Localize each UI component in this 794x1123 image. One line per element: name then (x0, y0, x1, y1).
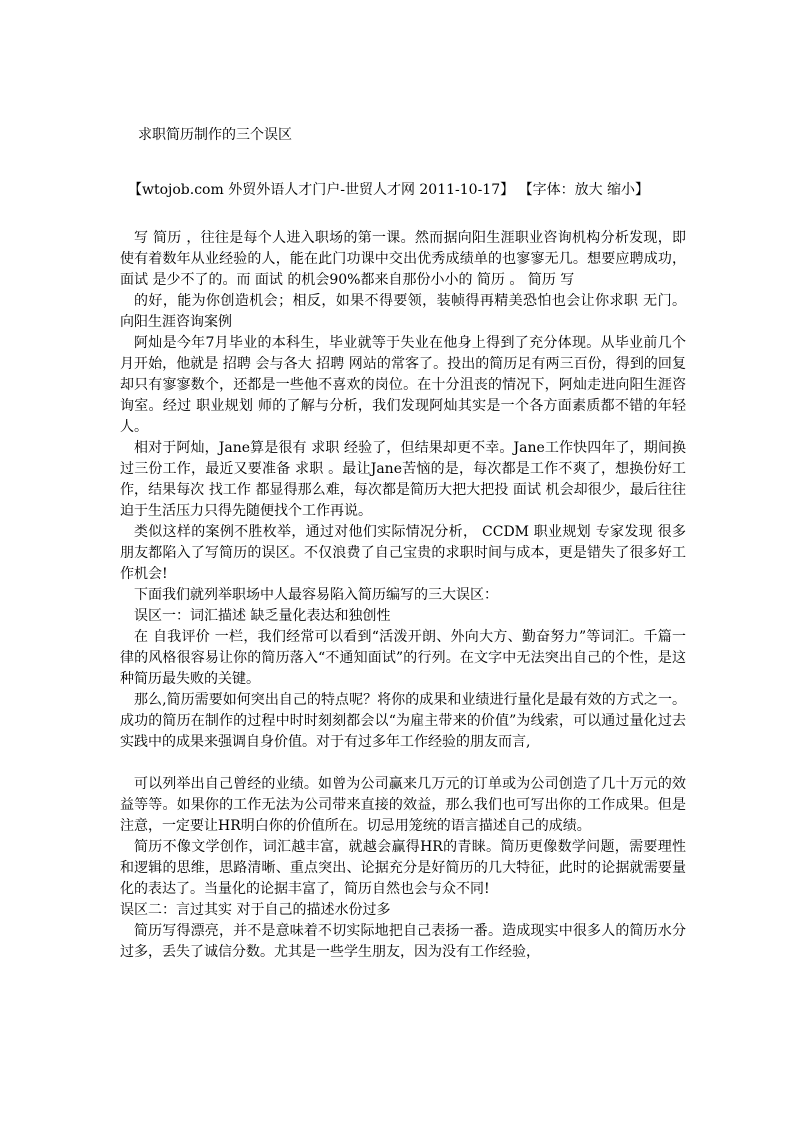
paragraph: 相对于阿灿，Jane算是很有 求职 经验了，但结果却更不幸。Jane工作快四年了，期间换过三份工作，最近又要准备 求职 。最让Jane苦恼的是，每次都是工作不爽了，想换份好工作，结果每次 找工作 都显得那么难，每次都是简历大把大把投 面试 机会却很少，最后往往迫于生活压力只得先随便找个工作再说。 (120, 440, 686, 519)
paragraph: 下面我们就列举职场中人最容易陷入简历编写的三大误区： (134, 587, 498, 603)
paragraph: 类似这样的案例不胜枚举，通过对他们实际情况分析， CCDM 职业规划 专家发现 很多朋友都陷入了写简历的误区。不仅浪费了自己宝贵的求职时间与成本，更是错失了很多好工作机会! (120, 524, 686, 582)
paragraph: 那么,简历需要如何突出自己的特点呢？将你的成果和业绩进行量化是最有效的方式之一。成功的简历在制作的过程中时时刻刻都会以“为雇主带来的价值”为线索，可以通过量化过去实践中的成果来强调自身价值。对于有过多年工作经验的朋友而言, (120, 692, 686, 750)
paragraph: 的好，能为你创造机会；相反，如果不得要领，装帧得再精美恐怕也会让你求职 无门。 向阳生涯咨询案例 (120, 293, 686, 330)
section-heading: 误区一：词汇描述 缺乏量化表达和独创性 (134, 608, 391, 624)
article-title: 求职简历制作的三个误区 (138, 127, 292, 143)
section-heading: 误区二：言过其实 对于自己的描述水份过多 (120, 902, 391, 918)
paragraph: 可以列举出自己曾经的业绩。如曾为公司赢来几万元的订单或为公司创造了几十万元的效益等等。如果你的工作无法为公司带来直接的效益，那么我们也可写出你的工作成果。但是注意，一定要让HR明白你的价值所在。切忌用笼统的语言描述自己的成绩。 (120, 776, 686, 834)
paragraph: 阿灿是今年7月毕业的本科生，毕业就等于失业在他身上得到了充分体现。从毕业前几个月开始，他就是 招聘 会与各大 招聘 网站的常客了。投出的简历足有两三百份，得到的回复却只有寥寥数个，还都是一些他不喜欢的岗位。在十分沮丧的情况下，阿灿走进向阳生涯咨询室。经过 职业规划 师的了解与分析，我们发现阿灿其实是一个各方面素质都不错的年轻人。 (120, 335, 686, 435)
paragraph: 写 简历 ，往往是每个人进入职场的第一课。然而据向阳生涯职业咨询机构分析发现，即使有着数年从业经验的人，能在此门功课中交出优秀成绩单的也寥寥无几。想要应聘成功， 面试 是少不了的。而 面试 的机会90%都来自那份小小的 简历 。 简历 写 (120, 230, 686, 288)
paragraph: 在 自我评价 一栏，我们经常可以看到“活泼开朗、外向大方、勤奋努力”等词汇。千篇一律的风格很容易让你的简历落入“不通知面试”的行列。在文字中无法突出自己的个性，是这种简历最失败的关键。 (120, 629, 686, 687)
paragraph-gap (120, 753, 686, 774)
article-meta: 【wtojob.com 外贸外语人才门户-世贸人才网 2011-10-17】 【字体：放大 缩小】 (128, 182, 650, 198)
article-body (120, 228, 686, 963)
paragraph: 简历写得漂亮，并不是意味着不切实际地把自己表扬一番。造成现实中很多人的简历水分过多，丢失了诚信分数。尤其是一些学生朋友，因为没有工作经验， (120, 923, 686, 960)
paragraph: 简历不像文学创作，词汇越丰富，就越会赢得HR的青睐。简历更像数学问题，需要理性和逻辑的思维，思路清晰、重点突出、论据充分是好简历的几大特征，此时的论据就需要量化的表达了。当量化的论据丰富了，简历自然也会与众不同! (120, 839, 686, 897)
document-page (120, 126, 686, 963)
